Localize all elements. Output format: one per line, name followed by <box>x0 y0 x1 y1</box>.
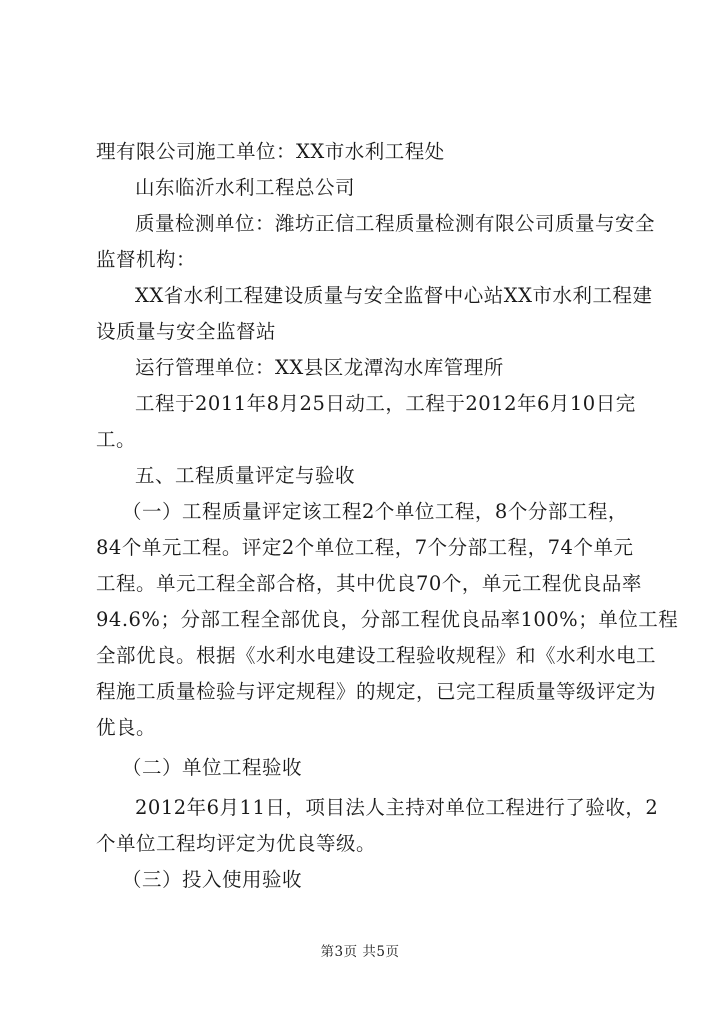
text-line-9: 工。 <box>96 428 137 451</box>
text-line-3: 质量检测单位：潍坊正信工程质量检测有限公司质量与安全 <box>135 212 656 235</box>
text-line-13: 工程。单元工程全部合格，其中优良70个，单元工程优良品率 <box>96 572 642 595</box>
text-line-7: 运行管理单位：XX县区龙潭沟水库管理所 <box>135 356 504 379</box>
text-line-20: 个单位工程均评定为优良等级。 <box>96 832 377 855</box>
text-line-8: 工程于2011年8月25日动工，工程于2012年6月10日完 <box>135 392 636 415</box>
section-heading-5: 五、工程质量评定与验收 <box>135 464 356 487</box>
page-number-footer: 第3页 共5页 <box>320 944 400 960</box>
text-line-17: 优良。 <box>96 716 157 739</box>
subsection-heading-1: （一）工程质量评定该工程2个单位工程，8个分部工程， <box>122 500 628 523</box>
text-line-14: 94.6%；分部工程全部优良，分部工程优良品率100%；单位工程 <box>96 608 679 631</box>
text-line-1: 理有限公司施工单位：XX市水利工程处 <box>96 140 445 163</box>
text-line-16: 程施工质量检验与评定规程》的规定，已完工程质量等级评定为 <box>96 680 657 703</box>
text-line-5: XX省水利工程建设质量与安全监督中心站XX市水利工程建 <box>135 284 653 307</box>
text-line-4: 监督机构： <box>96 248 197 271</box>
text-line-12: 84个单元工程。评定2个单位工程，7个分部工程，74个单元 <box>96 536 634 559</box>
subsection-heading-3: （三）投入使用验收 <box>122 868 303 891</box>
text-line-6: 设质量与安全监督站 <box>96 320 277 343</box>
text-line-15: 全部优良。根据《水利水电建设工程验收规程》和《水利水电工 <box>96 644 657 667</box>
subsection-heading-2: （二）单位工程验收 <box>122 756 303 779</box>
text-line-2: 山东临沂水利工程总公司 <box>135 176 356 199</box>
text-line-19: 2012年6月11日，项目法人主持对单位工程进行了验收，2 <box>135 796 659 819</box>
